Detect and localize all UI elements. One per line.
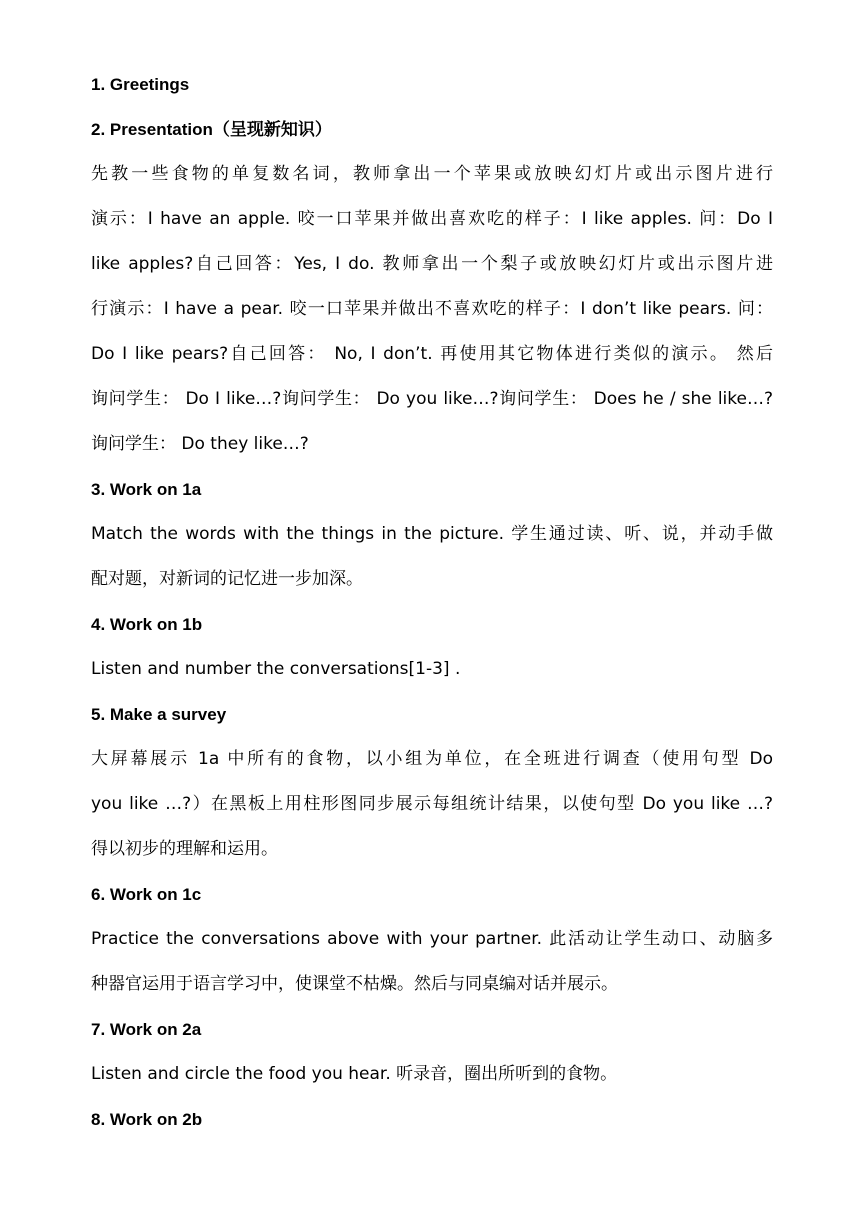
- section-heading-work-on-1c: 6. Work on 1c: [91, 885, 202, 904]
- paragraph-line: 询问学生： Do I like…?询问学生： Do you like…?询问学生： Does he / she like…?: [91, 389, 773, 409]
- paragraph-line: Listen and circle the food you hear. 听录音，圈出所听到的食物。: [91, 1064, 618, 1084]
- section-heading-work-on-2a: 7. Work on 2a: [91, 1020, 202, 1039]
- paragraph-line: 先教一些食物的单复数名词，教师拿出一个苹果或放映幻灯片或出示图片进行: [91, 164, 773, 184]
- section-heading-presentation: 2. Presentation（呈现新知识）: [91, 120, 332, 139]
- paragraph-line: you like …?）在黑板上用柱形图同步展示每组统计结果，以使句型 Do you like …?: [91, 794, 773, 814]
- paragraph-line: 得以初步的理解和运用。: [91, 839, 278, 859]
- paragraph-line: 种器官运用于语言学习中，使课堂不枯燥。然后与同桌编对话并展示。: [91, 974, 618, 994]
- paragraph-line: like apples?自己回答：Yes, I do. 教师拿出一个梨子或放映幻灯片或出示图片进: [91, 254, 773, 274]
- paragraph-line: Match the words with the things in the picture. 学生通过读、听、说，并动手做: [91, 524, 773, 544]
- paragraph-line: Practice the conversations above with your partner. 此活动让学生动口、动脑多: [91, 929, 773, 949]
- paragraph-line: Do I like pears?自己回答： No, I don’t. 再使用其它物体进行类似的演示。 然后: [91, 344, 773, 364]
- paragraph-line: Listen and number the conversations[1-3] .: [91, 659, 461, 679]
- paragraph-line: 演示：I have an apple. 咬一口苹果并做出喜欢吃的样子：I like apples. 问：Do I: [91, 209, 773, 229]
- section-heading-make-a-survey: 5. Make a survey: [91, 705, 227, 724]
- paragraph-line: 大屏幕展示 1a 中所有的食物，以小组为单位，在全班进行调查（使用句型 Do: [91, 749, 773, 769]
- paragraph-line: 配对题，对新词的记忆进一步加深。: [91, 569, 363, 589]
- paragraph-line: 询问学生： Do they like…?: [91, 434, 309, 454]
- section-heading-work-on-2b: 8. Work on 2b: [91, 1110, 203, 1129]
- section-heading-work-on-1a: 3. Work on 1a: [91, 480, 202, 499]
- section-heading-work-on-1b: 4. Work on 1b: [91, 615, 203, 634]
- paragraph-line: 行演示：I have a pear. 咬一口苹果并做出不喜欢吃的样子：I don’t like pears. 问：: [91, 299, 773, 319]
- section-heading-greetings: 1. Greetings: [91, 75, 190, 94]
- document-page: [91, 62, 773, 1142]
